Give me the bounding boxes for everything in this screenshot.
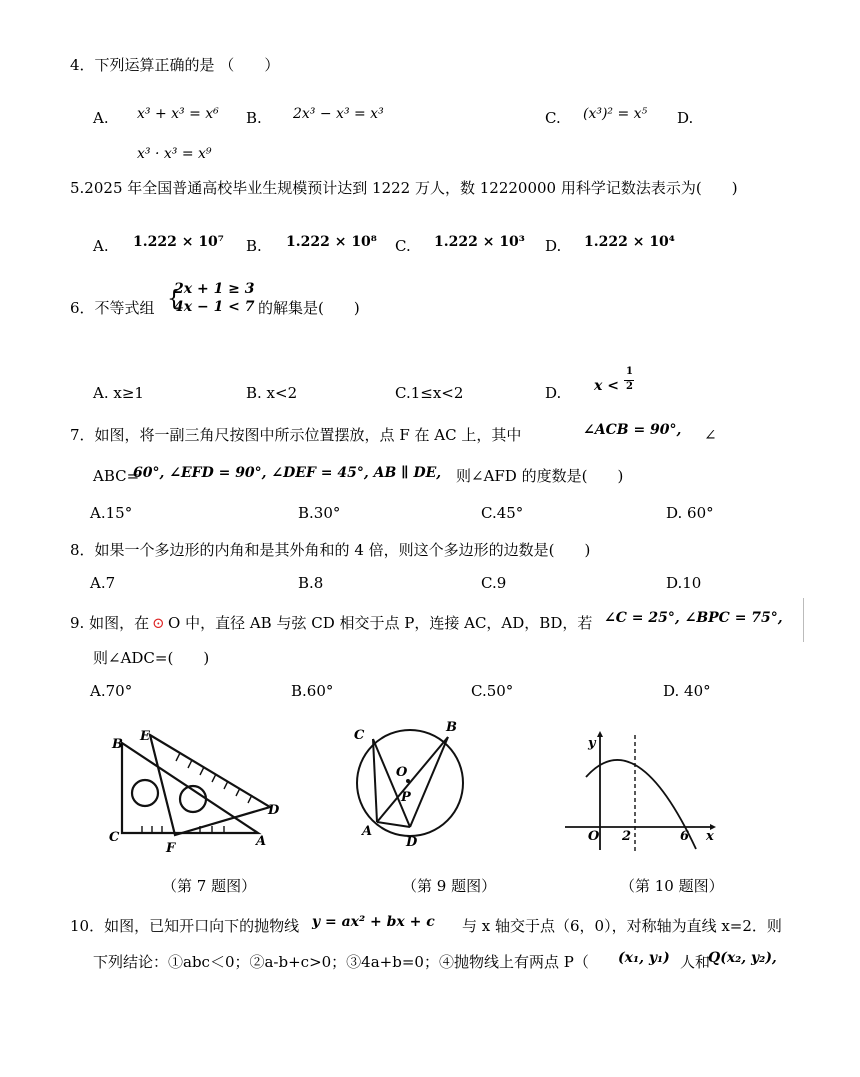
fig7-label-A: A	[256, 834, 267, 849]
q4-option-d-label: D.	[677, 109, 694, 127]
q7-angle-symbol: ∠	[704, 426, 717, 444]
q9-stem-start: 9. 如图，在	[70, 614, 150, 632]
q7-stem-line2: ABC=	[93, 467, 140, 485]
q4-option-d-expr: x³ · x³ = x⁹	[137, 146, 212, 162]
q10-math-point-q: Q(x₂, y₂),	[708, 950, 777, 966]
fig7-label-F: F	[166, 841, 176, 856]
q5-option-a-label: A.	[93, 237, 109, 255]
q7-math-line2: 60°, ∠EFD = 90°, ∠DEF = 45°, AB ∥ DE,	[133, 465, 442, 481]
fig9-label-O: O	[396, 765, 408, 780]
q5-option-a-expr: 1.222 × 10⁷	[133, 234, 224, 250]
q8-option-a: A.7	[90, 574, 116, 592]
q6-inequality-1: 2x + 1 ≥ 3	[174, 281, 255, 297]
fig7-label-E: E	[140, 729, 150, 744]
q8-option-c: C.9	[481, 574, 507, 592]
fig10-label-O: O	[588, 829, 600, 844]
q6-option-b: B. x<2	[246, 384, 298, 402]
circle-symbol-icon: ⊙	[152, 614, 165, 632]
q10-stem-connector: 人和	[680, 953, 711, 971]
q7-option-c: C.45°	[481, 504, 524, 522]
q6-option-d-expr: x <	[594, 378, 619, 394]
q9-stem-line1: O 中，直径 AB 与弦 CD 相交于点 P，连接 AC，AD，BD，若	[168, 614, 593, 632]
q5-option-b-label: B.	[246, 237, 262, 255]
fig9-label-B: B	[446, 720, 457, 735]
figure-7-triangles	[100, 720, 300, 860]
margin-rule	[803, 598, 804, 642]
fig9-label-P: P	[401, 790, 411, 805]
q6-stem-suffix: 的解集是( )	[258, 299, 360, 317]
q10-stem-line1: 与 x 轴交于点（6，0），对称轴为直线 x=2．则	[462, 917, 782, 935]
q10-stem-line2: 下列结论：①abc＜0；②a-b+c>0；③4a+b=0；④抛物线上有两点 P（	[93, 953, 589, 971]
q7-option-a: A.15°	[90, 504, 133, 522]
fig7-label-D: D	[268, 803, 280, 818]
fig10-label-2: 2	[622, 829, 632, 844]
fig9-label-D: D	[406, 835, 418, 850]
q5-option-c-expr: 1.222 × 10³	[434, 234, 525, 250]
q4-option-c-label: C.	[545, 109, 561, 127]
q4-option-b-expr: 2x³ − x³ = x³	[293, 106, 384, 122]
figure-10-parabola	[560, 725, 720, 855]
q7-stem-line2-end: 则∠AFD 的度数是( )	[456, 467, 624, 485]
figure-9-circle	[340, 715, 480, 855]
q10-math-parabola: y = ax² + bx + c	[312, 914, 435, 930]
fig7-label-C: C	[109, 830, 120, 845]
q4-stem: 4．下列运算正确的是 （ ）	[70, 56, 280, 74]
q4-option-c-expr: (x³)² = x⁵	[583, 106, 648, 122]
fig7-caption: （第 7 题图）	[162, 877, 257, 895]
fig10-label-6: 6	[680, 829, 690, 844]
q9-option-a: A.70°	[90, 682, 133, 700]
q6-inequality-2: 4x − 1 < 7	[174, 299, 255, 315]
q8-option-d: D.10	[666, 574, 702, 592]
q5-stem: 5.2025 年全国普通高校毕业生规模预计达到 1222 万人，数 12220000 用科学记数法表示为( )	[70, 179, 738, 197]
q6-fraction-numerator: 1	[626, 366, 633, 377]
q10-math-point-p: (x₁, y₁)	[618, 950, 670, 966]
q7-stem-line1: 7．如图，将一副三角尺按图中所示位置摆放，点 F 在 AC 上，其中	[70, 426, 522, 444]
q9-option-c: C.50°	[471, 682, 514, 700]
q9-stem-line2: 则∠ADC=( )	[93, 649, 210, 667]
q9-math: ∠C = 25°, ∠BPC = 75°,	[604, 610, 783, 626]
q6-brace: {	[167, 287, 181, 312]
q7-math-line1: ∠ACB = 90°,	[583, 422, 682, 438]
q8-option-b: B.8	[298, 574, 324, 592]
q7-option-b: B.30°	[298, 504, 341, 522]
q9-option-d: D. 40°	[663, 682, 711, 700]
q6-option-c: C.1≤x<2	[395, 384, 464, 402]
q8-stem: 8．如果一个多边形的内角和是其外角和的 4 倍，则这个多边形的边数是( )	[70, 541, 591, 559]
q5-option-d-label: D.	[545, 237, 562, 255]
q6-option-a: A. x≥1	[93, 384, 144, 402]
q6-stem-prefix: 6．不等式组	[70, 299, 155, 317]
fig10-label-x: x	[706, 829, 714, 844]
fig7-label-B: B	[112, 737, 123, 752]
q5-option-c-label: C.	[395, 237, 411, 255]
fig9-label-C: C	[354, 728, 365, 743]
q4-option-a-expr: x³ + x³ = x⁶	[137, 106, 219, 122]
q4-option-a-label: A.	[93, 109, 109, 127]
q5-option-d-expr: 1.222 × 10⁴	[584, 234, 675, 250]
q10-stem-start: 10．如图，已知开口向下的抛物线	[70, 917, 300, 935]
fig10-label-y: y	[588, 736, 596, 751]
q7-option-d: D. 60°	[666, 504, 714, 522]
q6-fraction-denominator: 2	[626, 381, 633, 392]
q4-option-b-label: B.	[246, 109, 262, 127]
fig10-caption: （第 10 题图）	[620, 877, 724, 895]
fig9-caption: （第 9 题图）	[402, 877, 497, 895]
fig9-label-A: A	[362, 824, 373, 839]
q5-option-b-expr: 1.222 × 10⁸	[286, 234, 377, 250]
q6-option-d-label: D.	[545, 384, 562, 402]
q9-option-b: B.60°	[291, 682, 334, 700]
